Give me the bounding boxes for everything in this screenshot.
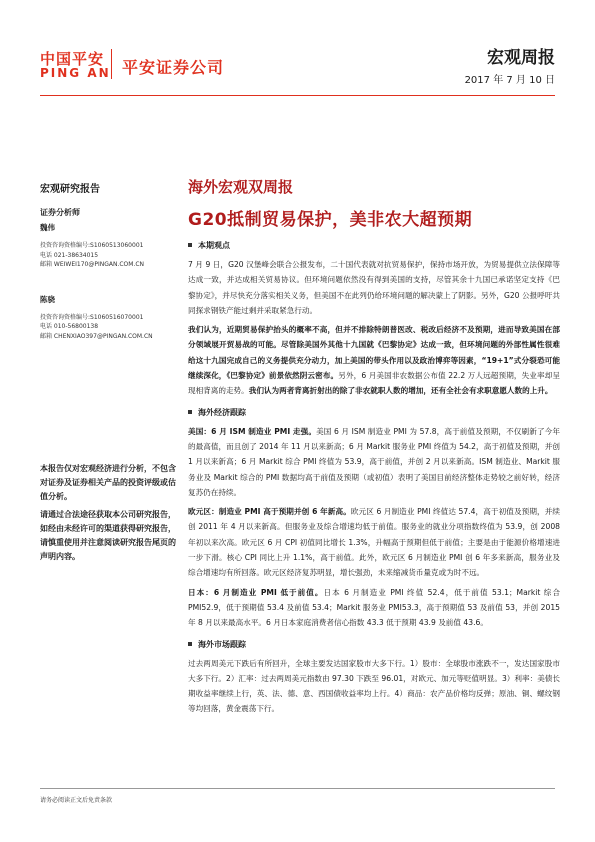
paragraph <box>188 424 560 500</box>
disclaimer <box>40 462 178 568</box>
company-name: 平安证券公司 <box>122 58 225 77</box>
paragraph: 过去两周美元下跌后有所回升，全球主要发达国家股市大多下行。1）股市：全球股市涨跌不一，发达国家股市大多下行。2）汇率：过去两周美元指数由 97.30 下跌至 96.01，对欧元、加元等贬值明显。3）利率：美债长期收益率继续上行，英、法、德、意、西国债收益率均上行。4）商品：农产品价格均反弹；原油、铜、螺纹钢等均回落，黄金震荡下行。 <box>188 658 560 714</box>
section-heading-economy: 海外经济跟踪 <box>198 407 560 418</box>
bold-text: 欧元区：制造业 PMI 高于预期并创 6 年新高。 <box>188 507 351 517</box>
analyst-email[interactable]: 邮箱 WEIWEI170@PINGAN.COM.CN <box>40 261 145 268</box>
body-text: 欧元区 6 月制造业 PMI 终值达 57.4，高于初值及预期，并续创 2011 年 4 月以来新高。但服务业及综合增速均低于前值。服务业的就业分项指数终值为 53.9，创 2008 年初以来次高。欧元区 6 月 CPI 初值同比增长 1.3%，升幅高于预期但低于前值；主要是由于能源价格增速进一步下滑。核心 CPI 同比上升 1.1%，高于前值。此外，欧元区 6 月制造业 PMI 创 6 年多来新高，服务业及综合增速均有所回落。欧元区经济复苏明显，增长强劲，未来缩减货币量克或为时不远。 <box>188 507 560 578</box>
section-heading-markets: 海外市场跟踪 <box>198 639 560 650</box>
analysts-title: 证券分析师 <box>40 208 80 217</box>
disclaimer-source: 请通过合法途径获取本公司研究报告，如经由未经许可的渠道获得研究报告，请慎重使用并注意阅读研究报告尾页的声明内容。 <box>40 510 176 561</box>
body-text: 美国 6 月 ISM 制造业 PMI 为 57.8，高于前值及预期，不仅刷新了今年的最高值，而且创了 2014 年 11 月以来新高；6 月 Markit 服务业 PMI 终值为 54.2，高于初值及预期，并创 1 月以来新高；6 月 Markit 综合 PMI 终值为 53.9，高于前值，并创 2 月以来新高。ISM 制造业、Markit 服务业及 Markit 综合的 PMI 数据均高于前值及预期（或初值）表明了美国目前经济整体走势较之前好转，经济复苏仍在持续。 <box>188 426 560 497</box>
analyst-phone: 电话 021-38634015 <box>40 251 99 259</box>
analyst-name: 魏伟 <box>40 223 55 232</box>
bold-text: 美国：6 月 ISM 制造业 PMI 走强。 <box>188 426 317 436</box>
sidebar <box>40 180 175 365</box>
analyst-license: 投资咨询资格编号:S1060516070001 <box>40 313 144 321</box>
footer-note: 请务必阅读正文后免责条款 <box>40 797 113 804</box>
analyst-card <box>40 294 175 342</box>
footer-divider <box>40 788 555 789</box>
section-heading-views: 本期观点 <box>198 240 560 251</box>
paragraph <box>188 585 560 631</box>
analyst-email[interactable]: 邮箱 CHENXIAO397@PINGAN.COM.CN <box>40 332 153 340</box>
report-title: G20抵制贸易保护，美非农大超预期 <box>188 210 473 230</box>
report-series-title: 海外宏观双周报 <box>188 178 294 196</box>
logo-english: PING AN <box>40 66 111 80</box>
report-date: 2017 年 7 月 10 日 <box>464 75 555 86</box>
header-divider <box>40 95 555 96</box>
body-text: 日本 6 月制造业 PMI 终值 52.4，低于前值 53.1；Markit 综合 PMI52.9，低于预期值 53.4 及前值 53.4；Markit 服务业 PMI53.3，高于预期值 53 及前值 53，并创 2015 年 8 月以来最高水平。6 月日本家庭消费者信心指数 43.3 低于预期 43.9 及前值 43.6。 <box>188 587 560 628</box>
disclaimer-scope: 本报告仅对宏观经济进行分析，不包含对证券及证券相关产品的投资评级或估值分析。 <box>40 464 176 501</box>
report-type: 宏观周报 <box>487 48 555 68</box>
paragraph: 7 月 9 日，G20 汉堡峰会联合公报发布，二十国代表就对抗贸易保护，保持市场开放，为贸易提供立法保障等达成一致，并达成相关贸易协议。但环境问题依然没有得到美国的支持，尽管其余十九国已承诺坚定支持《巴黎协定》，并尽快充分落实相关义务，但美国不在此列仍给环境问题的解决蒙上了阴影。另外，G20 公报呼吁共同探求钢铁产能过剩并采取紧急行动。 <box>188 260 560 315</box>
bold-text: 我们认为，近期贸易保护抬头的概率不高，但并不排除特朗普医改、税改后经济不及预期，进而导致美国在部分领域展开贸易战的可能。尽管除美国外其他十九国就《巴黎协定》达成一致，但环境问题的外部性属性很难给这十九国完成自己的义务提供充分动力，加上美国的带头作用以及政治博弈等因素，“19+1”式分裂恐可能继续深化，《巴黎协定》前景依然阴云密布。 <box>188 325 560 381</box>
logo-chinese: 中国平安 <box>40 50 105 68</box>
bold-text: 日本：6 月制造业 PMI 低于前值。 <box>188 587 324 597</box>
analyst-license: 投资咨询资格编号:S1060513060001 <box>40 242 144 249</box>
analyst-card <box>40 222 175 270</box>
bold-text: 我们认为两者背离折射出的除了非农就职人数的增加，还有全社会有求职意愿人数的上升。 <box>248 386 553 396</box>
body-text: 另外，6 月美国非农数据公布值 22.2 万人远超预期，失业率却呈现相背离的走势。 <box>188 371 560 396</box>
paragraph <box>188 504 560 580</box>
logo-divider <box>111 49 112 79</box>
paragraph <box>188 322 560 398</box>
sidebar-section-label: 宏观研究报告 <box>40 184 100 195</box>
analyst-phone: 电话 010-56800138 <box>40 323 99 330</box>
main-content <box>188 176 560 721</box>
analyst-name: 陈骁 <box>40 294 55 304</box>
